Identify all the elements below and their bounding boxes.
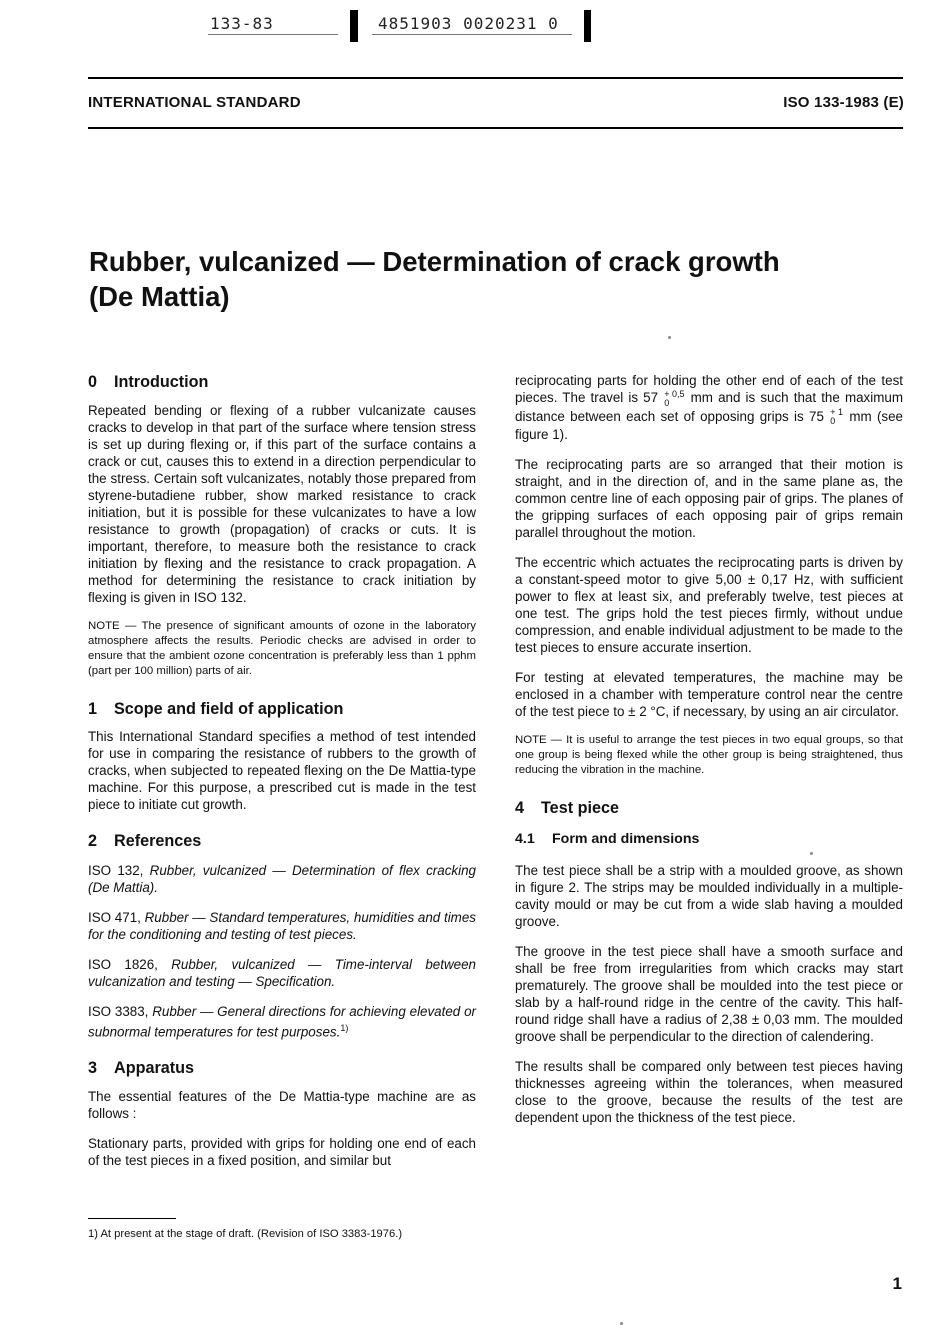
title-line-2: (De Mattia): [89, 281, 230, 312]
standard-number: ISO 133-1983 (E): [783, 94, 904, 111]
reference-item: ISO 132, Rubber, vulcanized — Determination of flex cracking (De Mattia).: [88, 863, 476, 895]
header-top-rule: [88, 77, 903, 79]
apparatus-motion-paragraph: The reciprocating parts are so arranged that their motion is straight, and in the direction of, and in the same plane as, the common centre line of each opposing pair of grips. The planes of the gripping surfaces of each opposing pair of grips remain parallel throughout the motion.: [515, 457, 903, 541]
standard-type-label: INTERNATIONAL STANDARD: [88, 94, 301, 111]
footnote: 1) At present at the stage of draft. (Revision of ISO 3383-1976.): [88, 1228, 403, 1240]
test-piece-strip-paragraph: The test piece shall be a strip with a moulded groove, as shown in figure 2. The strips may be moulded individually in a multiple-cavity mould or may be cut from a wide slab having a moulded groove.: [515, 863, 903, 930]
footnote-marker: 1): [340, 1023, 349, 1033]
scan-number-underline: [372, 34, 572, 35]
section-heading-references: 2 References: [88, 832, 202, 850]
reference-item: ISO 3383, Rubber — General directions for achieving elevated or subnormal temperatures for test purposes.$^{1)}$: [88, 1004, 476, 1040]
scan-speck: [620, 1322, 623, 1325]
travel-tolerance: + 0,5 0: [664, 388, 685, 408]
reference-item: ISO 1826, Rubber, vulcanized — Time-interval between vulcanization and testing — Specification.: [88, 957, 476, 989]
left-column: [88, 372, 476, 1182]
section-heading-scope: 1 Scope and field of application: [88, 700, 344, 718]
distance-tolerance: + 1 0: [830, 407, 844, 427]
apparatus-eccentric-paragraph: The eccentric which actuates the reciprocating parts is driven by a constant-speed motor to give 5,00 ± 0,17 Hz, with sufficient power to flex at least six, and preferably twelve, test pieces at one test. The grips hold the test pieces firmly, without undue compression, and enable individual adjustment to be made to the test pieces to ensure accurate insertion.: [515, 555, 903, 656]
intro-paragraph: Repeated bending or flexing of a rubber vulcanizate causes cracks to develop in that part of the surface where tension stress is set up during flexing or, if this part of the surface contains a crack or cut, causes this to extend in a direction perpendicular to the stress. Certain soft vulcanizates, notably those prepared from styrene-butadiene rubber, show marked resistance to crack initiation, but it is possible for these vulcanizates to have a low resistance to growth (propagation) of cracks or cuts. It is important, therefore, to measure both the resistance to crack initiation by flexing and the resistance to crack propagation. A method for determining the resistance to crack initiation by flexing is given in ISO 132.: [88, 403, 476, 605]
section-heading-introduction: 0 Introduction: [88, 373, 209, 391]
scan-barcode-number: 4851903 0020231 0: [378, 14, 559, 33]
right-column: [515, 372, 903, 1139]
scan-code-underline: [208, 34, 338, 35]
section-heading-apparatus: 3 Apparatus: [88, 1059, 195, 1078]
header-bottom-rule: [88, 127, 903, 129]
section-heading-test-piece: 4 Test piece: [515, 799, 619, 818]
intro-note: NOTE — The presence of significant amounts of ozone in the laboratory atmosphere affects the results. Periodic checks are advised in order to ensure that the ambient ozone concentration is preferably less than 1 pphm (part per 100 million) parts of air.: [88, 620, 476, 677]
apparatus-stationary-paragraph: Stationary parts, provided with grips for holding one end of each of the test pieces in a fixed position, and similar but: [88, 1136, 476, 1169]
title-line-1: Rubber, vulcanized — Determination of crack growth: [89, 246, 780, 277]
scan-document-code: 133-83: [210, 14, 274, 33]
apparatus-reciprocating-paragraph: reciprocating parts for holding the other end of each of the test pieces. The travel is 57 + 0,5 0 mm and is such that the maximum distance between each set of opposing grips is 75 + 1 0 mm (see figure 1).: [515, 373, 903, 443]
scan-bar-mark-right: [584, 10, 591, 42]
apparatus-note: NOTE — It is useful to arrange the test pieces in two equal groups, so that one group is being flexed while the other group is being straightened, thus reducing the vibration in the machine.: [515, 734, 903, 777]
footnote-rule: [88, 1218, 176, 1219]
document-title: [89, 244, 909, 314]
scope-paragraph: This International Standard specifies a method of test intended for use in comparing the resistance of rubbers to the growth of cracks, when subjected to repeated flexing on the De Mattia-type machine. For this purpose, a prescribed cut is made in the test piece to initiate cut growth.: [88, 729, 476, 812]
page-number: 1: [892, 1274, 902, 1293]
subsection-heading-form-dimensions: 4.1 Form and dimensions: [515, 831, 700, 848]
scan-bar-mark: [350, 10, 358, 42]
apparatus-intro-paragraph: The essential features of the De Mattia-type machine are as follows :: [88, 1089, 476, 1122]
test-piece-results-paragraph: The results shall be compared only between test pieces having thicknesses agreeing within the tolerances, when measured close to the groove, because the results of the test are dependent upon the thickness of the test piece.: [515, 1059, 903, 1126]
reference-item: ISO 471, Rubber — Standard temperatures, humidities and times for the conditioning and testing of test pieces.: [88, 910, 476, 942]
apparatus-temperature-paragraph: For testing at elevated temperatures, the machine may be enclosed in a chamber with temperature control near the centre of the test piece to ± 2 °C, if necessary, by using an air circulator.: [515, 670, 903, 720]
scan-speck: [668, 336, 671, 339]
test-piece-groove-paragraph: The groove in the test piece shall have a smooth surface and shall be free from irregularities from which cracks may start prematurely. The groove shall be moulded into the test piece or slab by a half-round ridge in the centre of the cavity. This half-round ridge shall have a radius of 2,38 ± 0,03 mm. The moulded groove shall be perpendicular to the direction of calendering.: [515, 944, 903, 1045]
scan-speck: [810, 852, 813, 855]
